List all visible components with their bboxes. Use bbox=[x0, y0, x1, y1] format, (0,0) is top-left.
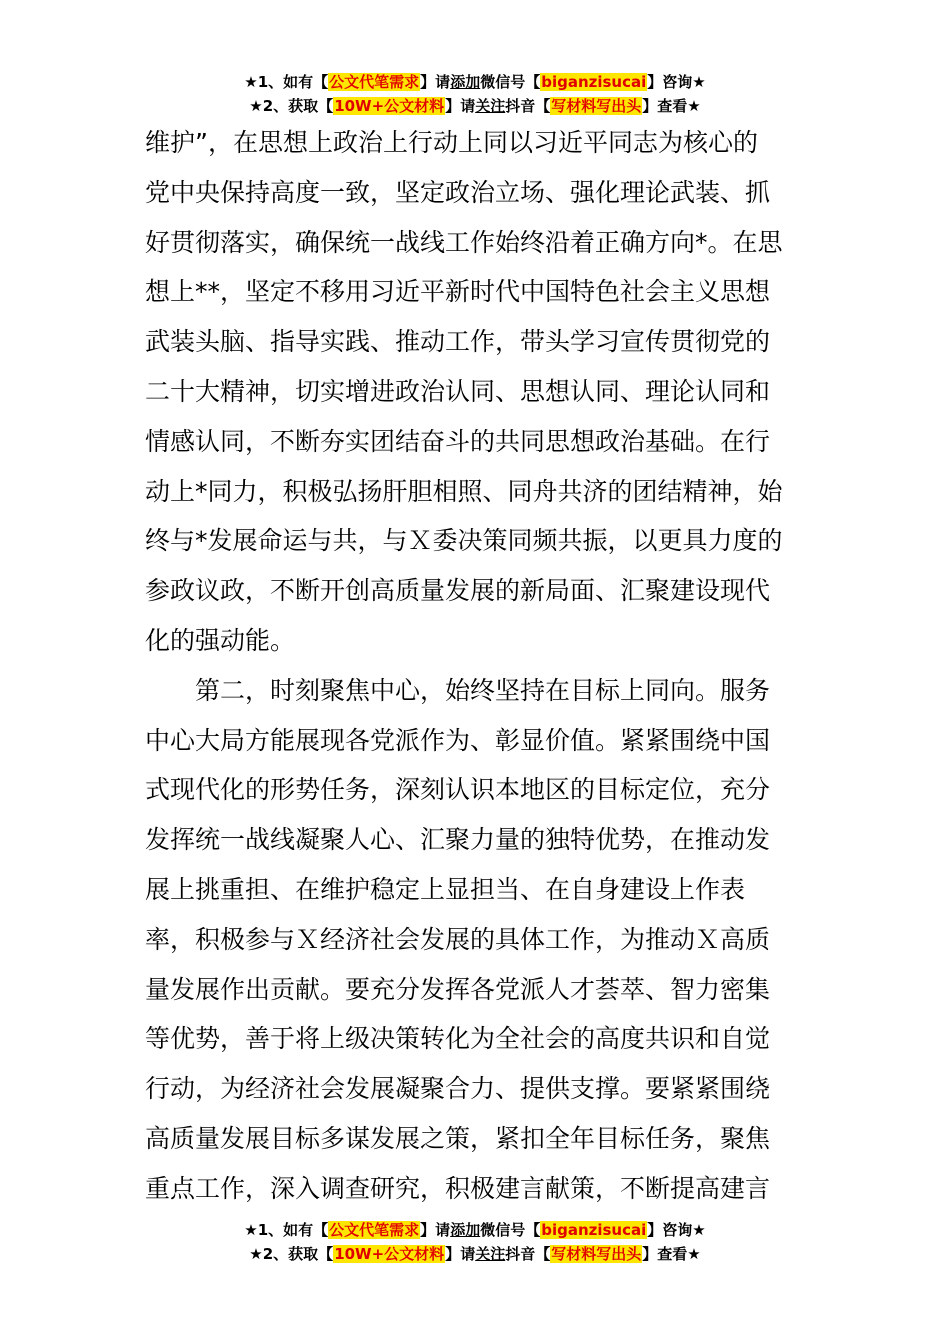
footer-promo-banner bbox=[0, 1218, 950, 1266]
promo-text: 抖音【 bbox=[505, 1245, 551, 1263]
text-line: 量发展作出贡献。要充分发挥各党派人才荟萃、智力密集 bbox=[145, 974, 771, 1004]
promo-underlined-text: 添加 bbox=[450, 1221, 481, 1239]
text-line: 行动，为经济社会发展凝聚合力、提供支撑。要紧紧围绕 bbox=[145, 1074, 771, 1104]
text-line: 参政议政，不断开创高质量发展的新局面、汇聚建设现代 bbox=[145, 576, 771, 606]
promo-text: ★2、获取【 bbox=[249, 1245, 334, 1263]
promo-douyin-id: 写材料写出头 bbox=[551, 97, 642, 115]
text-line: 动上*同力，积极弘扬肝胆相照、同舟共济的团结精神，始 bbox=[145, 476, 783, 506]
text-line: 发挥统一战线凝聚人心、汇聚力量的独特优势，在推动发 bbox=[145, 825, 771, 855]
promo-text: 】请 bbox=[420, 1221, 451, 1239]
text-line: 率，积极参与Ｘ经济社会发展的具体工作，为推动Ｘ高质 bbox=[145, 924, 771, 954]
document-body bbox=[145, 118, 809, 1214]
promo-text: ★2、获取【 bbox=[249, 97, 334, 115]
promo-text: 微信号【 bbox=[480, 1221, 541, 1239]
promo-text: 】咨询★ bbox=[647, 73, 706, 91]
text-line: 重点工作，深入调查研究，积极建言献策，不断提高建言 bbox=[145, 1173, 771, 1203]
promo-line-1 bbox=[0, 1218, 950, 1242]
text-line: 好贯彻落实，确保统一战线工作始终沿着正确方向*。在思 bbox=[145, 227, 783, 257]
text-line: 等优势，善于将上级决策转化为全社会的高度共识和自觉 bbox=[145, 1024, 771, 1054]
promo-text: 微信号【 bbox=[480, 73, 541, 91]
promo-douyin-id: 写材料写出头 bbox=[551, 1245, 642, 1263]
promo-wechat-id: biganzisucai bbox=[541, 73, 647, 91]
promo-text: 】请 bbox=[445, 97, 476, 115]
text-line: 情感认同，不断夯实团结奋斗的共同思想政治基础。在行 bbox=[145, 426, 771, 456]
promo-line-2 bbox=[0, 94, 950, 118]
text-line: 展上挑重担、在维护稳定上显担当、在自身建设上作表 bbox=[145, 874, 746, 904]
promo-highlight: 公文代笔需求 bbox=[329, 73, 420, 91]
promo-text: ★1、如有【 bbox=[244, 73, 329, 91]
promo-text: 】请 bbox=[445, 1245, 476, 1263]
text-line: 党中央保持高度一致，坚定政治立场、强化理论武装、抓 bbox=[145, 177, 771, 207]
promo-highlight: 公文代笔需求 bbox=[329, 1221, 420, 1239]
promo-highlight: 10W+公文材料 bbox=[334, 97, 445, 115]
text-line: 中心大局方能展现各党派作为、彰显价值。紧紧围绕中国 bbox=[145, 725, 771, 755]
text-line: 高质量发展目标多谋发展之策，紧扣全年目标任务，聚焦 bbox=[145, 1123, 771, 1153]
promo-underlined-text: 关注 bbox=[475, 1245, 506, 1263]
promo-highlight: 10W+公文材料 bbox=[334, 1245, 445, 1263]
text-line: 化的强动能。 bbox=[145, 625, 296, 655]
promo-underlined-text: 添加 bbox=[450, 73, 481, 91]
promo-text: ★1、如有【 bbox=[244, 1221, 329, 1239]
promo-wechat-id: biganzisucai bbox=[541, 1221, 647, 1239]
promo-text: 】查看★ bbox=[642, 1245, 701, 1263]
promo-text: 抖音【 bbox=[505, 97, 551, 115]
text-line: 维护”，在思想上政治上行动上同以习近平同志为核心的 bbox=[145, 128, 758, 157]
text-line: 想上**，坚定不移用习近平新时代中国特色社会主义思想 bbox=[145, 277, 771, 307]
text-line: 终与*发展命运与共，与Ｘ委决策同频共振，以更具力度的 bbox=[145, 526, 783, 556]
promo-text: 】请 bbox=[420, 73, 451, 91]
promo-underlined-text: 关注 bbox=[475, 97, 506, 115]
text-line: 武装头脑、指导实践、推动工作，带头学习宣传贯彻党的 bbox=[145, 327, 771, 357]
promo-line-2 bbox=[0, 1242, 950, 1266]
promo-text: 】咨询★ bbox=[647, 1221, 706, 1239]
text-line: 式现代化的形势任务，深刻认识本地区的目标定位，充分 bbox=[145, 775, 771, 805]
promo-text: 】查看★ bbox=[642, 97, 701, 115]
text-line: 二十大精神，切实增进政治认同、思想认同、理论认同和 bbox=[145, 376, 771, 406]
promo-line-1 bbox=[0, 70, 950, 94]
paragraph-start-line: 第二，时刻聚焦中心，始终坚持在目标上同向。服务 bbox=[145, 675, 771, 705]
header-promo-banner bbox=[0, 70, 950, 118]
